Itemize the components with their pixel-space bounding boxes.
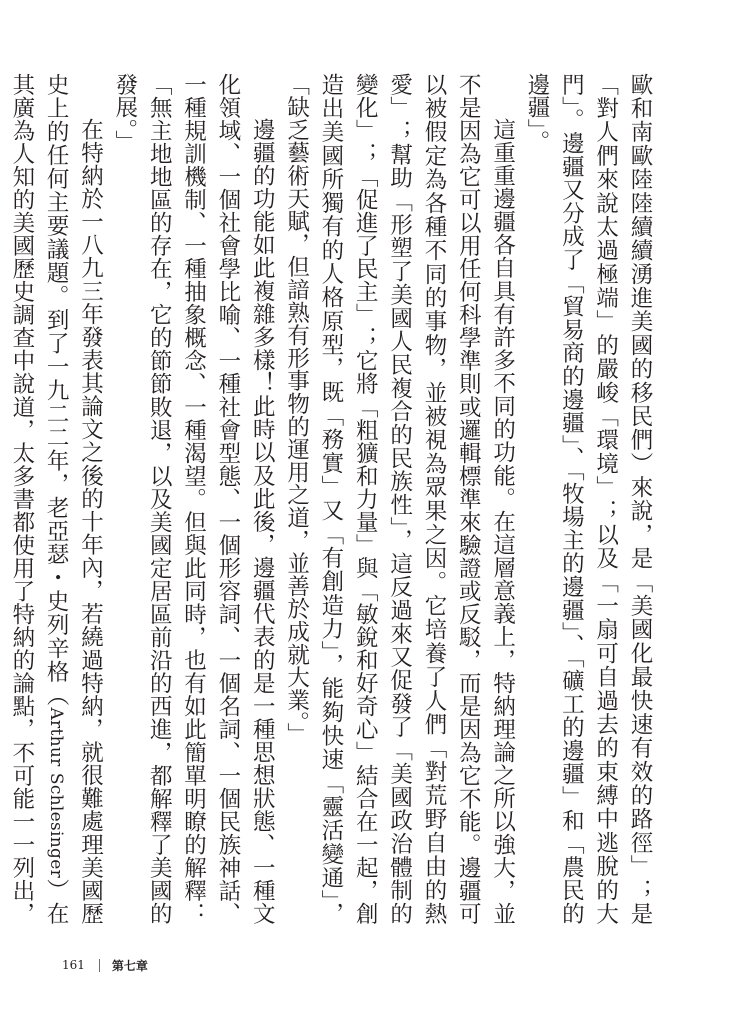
latin-name: Arthur Schlesinger — [46, 707, 67, 878]
paragraph-4 — [0, 73, 108, 925]
footer-divider — [99, 959, 100, 972]
paragraph-1: 歐和南歐陸陸續續湧進美國的移民們）來說，是「美國化最快速有效的路徑」；是「對人們來說太過極端」的嚴峻「環境」；以及「一扇可自過去的束縛中逃脫的大門」。邊疆又分成了「貿易商的邊疆」、「牧場主的邊疆」、「礦工的邊疆」和「農民的邊疆」。 — [523, 73, 653, 925]
paragraph-2: 這重重邊疆各自具有許多不同的功能。在這層意義上，特納理論之所以強大，並不是因為它可以用任何科學準則或邏輯標準來驗證或反駁，而是因為它不能。邊疆可以被假定為各種不同的事物，並被視為眾果之因。它培養了人們「對荒野自由的熱愛」；幫助「形塑了美國人民複合的民族性」，這反過來又促發了「美國政治體制的變化」；「促進了民主」；它將「粗獷和力量」與「敏銳和好奇心」結合在一起，創造出美國所獨有的人格原型，既「務實」又「有創造力」，能夠快速「靈活變通」，「缺乏藝術天賦，但諳熟有形事物的運用之道，並善於成就大業。」 — [283, 73, 516, 925]
paragraph-4-part-1: 在特納於一八九三年發表其論文之後的十年內，若繞過特納，就很難處理美國歷史上的任何主要議題。到了一九二二年，老亞瑟・史列辛格（ — [43, 73, 104, 925]
page-number: 161 — [62, 958, 85, 972]
page-footer — [62, 957, 148, 973]
vertical-body-text — [8, 73, 657, 925]
paragraph-3: 邊疆的功能如此複雜多樣！此時以及此後，邊疆代表的是一種思想狀態、一種文化領域、一個社會學比喻、一種社會型態、一個形容詞、一個名詞、一個民族神話、一種規訓機制、一種抽象概念、一種渴望。但與此同時，也有如此簡單明瞭的解釋：「無主地地區的存在，它的節節敗退，以及美國定居區前沿的西進，都解釋了美國的發展。」 — [111, 73, 276, 925]
chapter-label: 第七章 — [111, 958, 148, 973]
paragraph-4-part-2: ）在其廣為人知的美國歷史調查中說道，太多書都使用了特納的論點，不可能一一列出， — [8, 73, 70, 925]
